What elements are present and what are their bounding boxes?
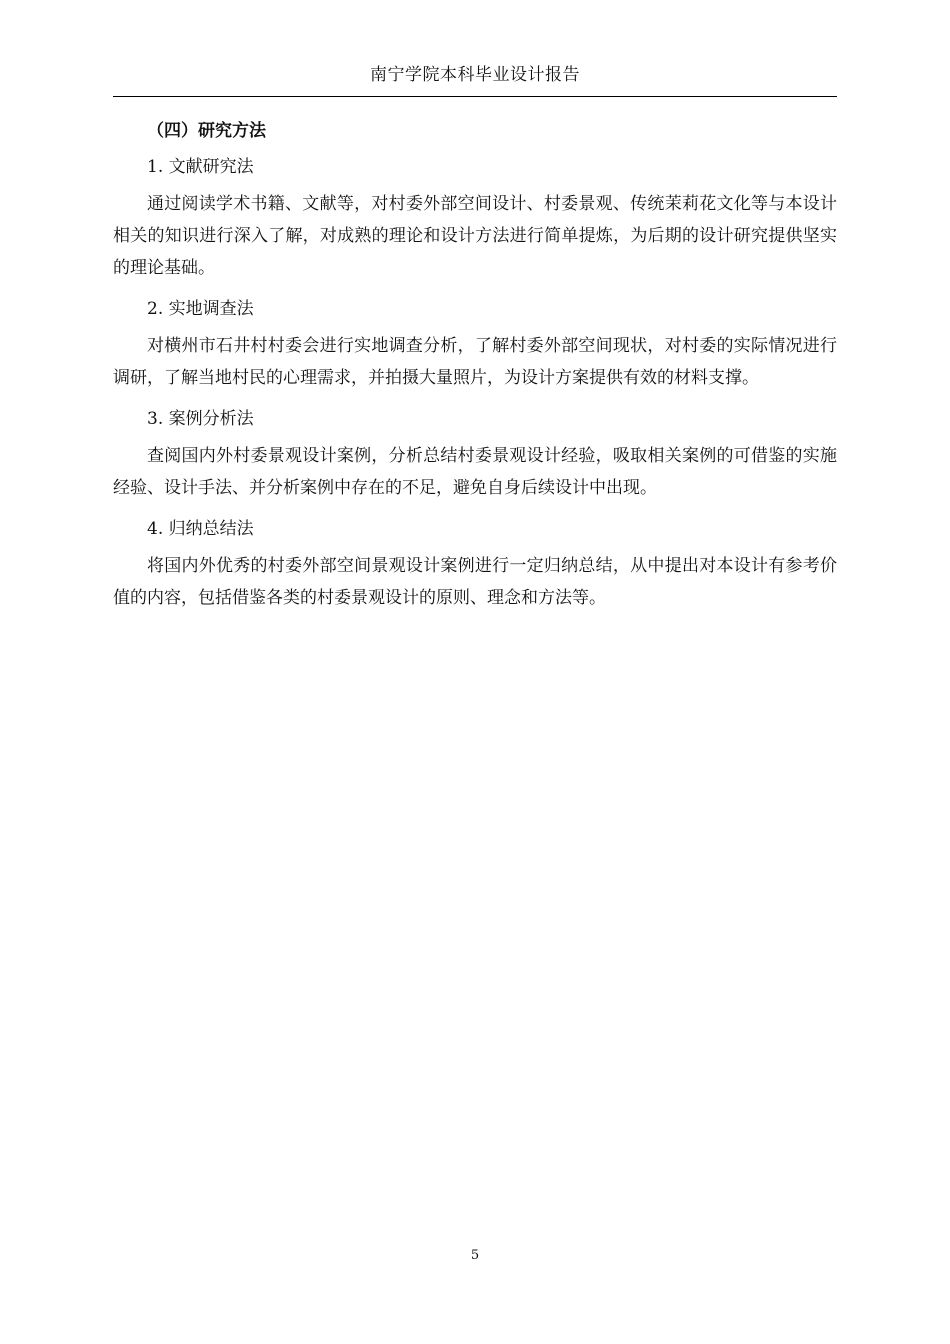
method-title-field-survey: 2. 实地调查法	[147, 299, 254, 319]
page-header	[113, 62, 837, 97]
method-text-literature: 通过阅读学术书籍、文献等，对村委外部空间设计、村委景观、传统茉莉花文化等与本设计相关的知识进行深入了解，对成熟的理论和设计方法进行简单提炼，为后期的设计研究提供坚实的理论基础。	[113, 194, 837, 278]
page-number: 5	[470, 1248, 480, 1263]
method-title-case-analysis: 3. 案例分析法	[147, 409, 254, 429]
method-text-summary: 将国内外优秀的村委外部空间景观设计案例进行一定归纳总结，从中提出对本设计有参考价值的内容，包括借鉴各类的村委景观设计的原则、理念和方法等。	[113, 556, 837, 608]
method-text-case-analysis: 查阅国内外村委景观设计案例，分析总结村委景观设计经验，吸取相关案例的可借鉴的实施经验、设计手法、并分析案例中存在的不足，避免自身后续设计中出现。	[113, 446, 837, 498]
method-title-literature: 1. 文献研究法	[147, 157, 254, 177]
section-heading: （四）研究方法	[147, 121, 266, 141]
header-title: 南宁学院本科毕业设计报告	[370, 65, 580, 85]
method-title-summary: 4. 归纳总结法	[147, 519, 254, 539]
document-body	[113, 118, 837, 626]
method-text-field-survey: 对横州市石井村村委会进行实地调查分析，了解村委外部空间现状，对村委的实际情况进行调研，了解当地村民的心理需求，并拍摄大量照片，为设计方案提供有效的材料支撑。	[113, 336, 837, 388]
